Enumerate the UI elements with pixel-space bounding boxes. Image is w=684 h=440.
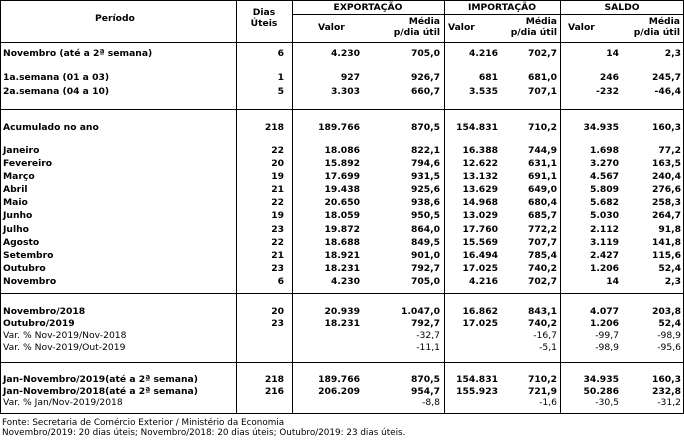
cell-imp-v: 154.831 bbox=[456, 122, 498, 133]
cell-dias: 1 bbox=[277, 72, 284, 83]
cell-exp-v: 3.303 bbox=[330, 86, 360, 97]
cell-imp-m: 702,7 bbox=[527, 48, 557, 59]
cell-exp-v: 4.230 bbox=[330, 48, 360, 59]
row-label: Fevereiro bbox=[3, 158, 53, 169]
cell-imp-v: 16.862 bbox=[462, 306, 498, 317]
cell-imp-m: 740,2 bbox=[527, 263, 557, 274]
cell-exp-m: 705,0 bbox=[410, 48, 440, 59]
row-label: Var. % Nov-2019/Nov-2018 bbox=[3, 330, 127, 341]
header-periodo: Período bbox=[95, 13, 135, 24]
cell-imp-m: 649,0 bbox=[527, 184, 557, 195]
cell-sal-v: -232 bbox=[596, 86, 619, 97]
cell-sal-m: 160,3 bbox=[651, 122, 681, 133]
table-row bbox=[0, 342, 684, 354]
cell-dias: 6 bbox=[277, 48, 284, 59]
cell-imp-v: 13.629 bbox=[462, 184, 498, 195]
cell-exp-m: 864,0 bbox=[410, 224, 440, 235]
header-imp-media: Média bbox=[525, 16, 557, 27]
cell-exp-m: 870,5 bbox=[410, 122, 440, 133]
cell-exp-m: 938,6 bbox=[410, 197, 440, 208]
cell-exp-v: 19.438 bbox=[324, 184, 360, 195]
cell-exp-m: 1.047,0 bbox=[401, 306, 440, 317]
cell-dias: 23 bbox=[271, 318, 284, 329]
cell-imp-m: -16,7 bbox=[533, 330, 557, 341]
table-row bbox=[0, 86, 684, 98]
cell-sal-m: 77,2 bbox=[658, 145, 681, 156]
cell-sal-m: 203,8 bbox=[651, 306, 681, 317]
cell-imp-v: 17.760 bbox=[462, 224, 498, 235]
cell-sal-m: 2,3 bbox=[664, 48, 681, 59]
cell-dias: 23 bbox=[271, 224, 284, 235]
cell-dias: 22 bbox=[271, 237, 284, 248]
cell-imp-v: 154.831 bbox=[456, 374, 498, 385]
cell-imp-v: 3.535 bbox=[468, 86, 498, 97]
cell-exp-m: 660,7 bbox=[410, 86, 440, 97]
cell-exp-m: 870,5 bbox=[410, 374, 440, 385]
cell-imp-v: 4.216 bbox=[468, 276, 498, 287]
row-label: Acumulado no ano bbox=[3, 122, 99, 133]
table-row bbox=[0, 210, 684, 222]
cell-sal-v: 1.206 bbox=[589, 263, 619, 274]
cell-exp-m: 901,0 bbox=[410, 250, 440, 261]
cell-sal-v: -98,9 bbox=[595, 342, 619, 353]
cell-exp-m: 705,0 bbox=[410, 276, 440, 287]
row-label: Março bbox=[3, 171, 35, 182]
cell-imp-v: 17.025 bbox=[462, 263, 498, 274]
cell-sal-v: 14 bbox=[606, 276, 619, 287]
cell-sal-m: 245,7 bbox=[651, 72, 681, 83]
cell-imp-m: 681,0 bbox=[527, 72, 557, 83]
cell-exp-m: 849,5 bbox=[410, 237, 440, 248]
cell-dias: 23 bbox=[271, 263, 284, 274]
cell-exp-v: 927 bbox=[340, 72, 360, 83]
cell-exp-m: 926,7 bbox=[410, 72, 440, 83]
cell-sal-m: 160,3 bbox=[651, 374, 681, 385]
cell-sal-m: 91,8 bbox=[658, 224, 681, 235]
cell-imp-v: 16.388 bbox=[462, 145, 498, 156]
rule-section-4 bbox=[0, 362, 684, 363]
cell-imp-m: 691,1 bbox=[527, 171, 557, 182]
cell-exp-m: 931,5 bbox=[410, 171, 440, 182]
cell-imp-m: 702,7 bbox=[527, 276, 557, 287]
cell-imp-v: 16.494 bbox=[462, 250, 498, 261]
row-label: Janeiro bbox=[3, 145, 40, 156]
cell-sal-m: -46,4 bbox=[654, 86, 681, 97]
header-imp-valor: Valor bbox=[448, 22, 475, 33]
cell-dias: 20 bbox=[271, 158, 284, 169]
cell-exp-m: 792,7 bbox=[410, 318, 440, 329]
row-label: Maio bbox=[3, 197, 28, 208]
header-exp-pdia: p/dia útil bbox=[393, 27, 440, 38]
table-row bbox=[0, 397, 684, 409]
cell-sal-v: 50.286 bbox=[583, 386, 619, 397]
cell-sal-m: -31,2 bbox=[657, 397, 681, 408]
table-row bbox=[0, 318, 684, 330]
header-saldo: SALDO bbox=[604, 2, 640, 13]
rule-bottom bbox=[0, 413, 684, 414]
cell-imp-m: 680,4 bbox=[527, 197, 557, 208]
cell-dias: 21 bbox=[271, 184, 284, 195]
cell-imp-m: 772,2 bbox=[527, 224, 557, 235]
cell-sal-m: 232,8 bbox=[651, 386, 681, 397]
cell-imp-m: 710,2 bbox=[527, 122, 557, 133]
table-row bbox=[0, 374, 684, 386]
cell-sal-m: 276,6 bbox=[651, 184, 681, 195]
row-label: Novembro (até a 2ª semana) bbox=[3, 48, 153, 59]
cell-sal-v: 5.682 bbox=[589, 197, 619, 208]
cell-imp-v: 14.968 bbox=[462, 197, 498, 208]
cell-dias: 6 bbox=[277, 276, 284, 287]
cell-imp-m: 707,7 bbox=[527, 237, 557, 248]
table-row bbox=[0, 184, 684, 196]
table-row bbox=[0, 250, 684, 262]
cell-imp-m: -5,1 bbox=[539, 342, 557, 353]
header-sal-pdia: p/dia útil bbox=[633, 27, 680, 38]
cell-dias: 21 bbox=[271, 250, 284, 261]
cell-sal-m: 240,4 bbox=[651, 171, 681, 182]
cell-sal-v: -99,7 bbox=[595, 330, 619, 341]
cell-exp-v: 18.231 bbox=[324, 318, 360, 329]
cell-sal-v: -30,5 bbox=[595, 397, 619, 408]
row-label: Var. % Nov-2019/Out-2019 bbox=[3, 342, 126, 353]
cell-sal-m: 258,3 bbox=[651, 197, 681, 208]
cell-dias: 19 bbox=[271, 210, 284, 221]
cell-sal-v: 4.567 bbox=[589, 171, 619, 182]
table-row bbox=[0, 306, 684, 318]
footer-source: Fonte: Secretaria de Comércio Exterior / Ministério da Economia bbox=[2, 418, 285, 428]
rule-header-bottom bbox=[0, 42, 684, 43]
table-row bbox=[0, 224, 684, 236]
cell-exp-v: 20.650 bbox=[324, 197, 360, 208]
cell-exp-m: 794,6 bbox=[410, 158, 440, 169]
header-importacao: IMPORTAÇÃO bbox=[467, 2, 537, 13]
row-label: Outubro/2019 bbox=[3, 318, 75, 329]
cell-exp-v: 17.699 bbox=[324, 171, 360, 182]
cell-imp-m: -1,6 bbox=[539, 397, 557, 408]
cell-exp-v: 206.209 bbox=[318, 386, 360, 397]
cell-exp-v: 18.921 bbox=[324, 250, 360, 261]
cell-exp-v: 18.688 bbox=[324, 237, 360, 248]
cell-sal-v: 5.030 bbox=[589, 210, 619, 221]
cell-exp-m: 925,6 bbox=[410, 184, 440, 195]
cell-sal-m: 52,4 bbox=[658, 263, 681, 274]
table-row bbox=[0, 330, 684, 342]
cell-sal-v: 3.119 bbox=[589, 237, 619, 248]
cell-imp-m: 707,1 bbox=[527, 86, 557, 97]
table-row bbox=[0, 122, 684, 134]
cell-exp-m: -11,1 bbox=[416, 342, 440, 353]
cell-sal-v: 14 bbox=[606, 48, 619, 59]
rule-section-3 bbox=[0, 293, 684, 294]
cell-imp-m: 843,1 bbox=[527, 306, 557, 317]
header-exp-valor: Valor bbox=[318, 22, 345, 33]
cell-imp-v: 155.923 bbox=[456, 386, 498, 397]
cell-exp-v: 18.059 bbox=[324, 210, 360, 221]
cell-dias: 218 bbox=[264, 374, 284, 385]
cell-sal-v: 5.809 bbox=[589, 184, 619, 195]
cell-exp-v: 20.939 bbox=[324, 306, 360, 317]
cell-exp-v: 19.872 bbox=[324, 224, 360, 235]
cell-sal-m: -98,9 bbox=[657, 330, 681, 341]
cell-imp-v: 4.216 bbox=[468, 48, 498, 59]
cell-exp-m: 822,1 bbox=[410, 145, 440, 156]
cell-exp-v: 18.086 bbox=[324, 145, 360, 156]
rule-group-underline bbox=[292, 14, 684, 15]
cell-dias: 218 bbox=[264, 122, 284, 133]
cell-dias: 20 bbox=[271, 306, 284, 317]
cell-exp-m: 954,7 bbox=[410, 386, 440, 397]
table-row bbox=[0, 158, 684, 170]
header-uteis: Úteis bbox=[250, 18, 278, 29]
cell-exp-v: 4.230 bbox=[330, 276, 360, 287]
row-label: Jan-Novembro/2018(até a 2ª semana) bbox=[3, 386, 198, 397]
cell-sal-m: 264,7 bbox=[651, 210, 681, 221]
row-label: Junho bbox=[3, 210, 33, 221]
cell-sal-v: 4.077 bbox=[589, 306, 619, 317]
cell-sal-v: 1.206 bbox=[589, 318, 619, 329]
row-label: Jan-Novembro/2019(até a 2ª semana) bbox=[3, 374, 198, 385]
cell-sal-v: 2.112 bbox=[589, 224, 619, 235]
cell-exp-v: 18.231 bbox=[324, 263, 360, 274]
cell-sal-v: 246 bbox=[599, 72, 619, 83]
header-dias: Dias bbox=[252, 7, 276, 18]
header-sal-media: Média bbox=[648, 16, 680, 27]
cell-sal-v: 34.935 bbox=[583, 122, 619, 133]
row-label: Abril bbox=[3, 184, 28, 195]
cell-sal-m: -95,6 bbox=[657, 342, 681, 353]
cell-sal-v: 34.935 bbox=[583, 374, 619, 385]
cell-imp-m: 685,7 bbox=[527, 210, 557, 221]
table-row bbox=[0, 263, 684, 275]
cell-exp-v: 15.892 bbox=[324, 158, 360, 169]
table-row bbox=[0, 237, 684, 249]
cell-sal-m: 52,4 bbox=[658, 318, 681, 329]
cell-sal-m: 141,8 bbox=[651, 237, 681, 248]
cell-exp-v: 189.766 bbox=[318, 122, 360, 133]
cell-imp-v: 15.569 bbox=[462, 237, 498, 248]
cell-imp-m: 710,2 bbox=[527, 374, 557, 385]
cell-imp-v: 17.025 bbox=[462, 318, 498, 329]
cell-dias: 216 bbox=[264, 386, 284, 397]
cell-exp-m: -32,7 bbox=[416, 330, 440, 341]
row-label: 2a.semana (04 a 10) bbox=[3, 86, 110, 97]
cell-exp-m: -8,8 bbox=[422, 397, 440, 408]
cell-dias: 5 bbox=[277, 86, 284, 97]
cell-exp-m: 792,7 bbox=[410, 263, 440, 274]
row-label: Julho bbox=[3, 224, 29, 235]
cell-imp-v: 13.132 bbox=[462, 171, 498, 182]
row-label: Setembro bbox=[3, 250, 54, 261]
table-row bbox=[0, 72, 684, 84]
row-label: 1a.semana (01 a 03) bbox=[3, 72, 110, 83]
table-row bbox=[0, 48, 684, 60]
cell-dias: 19 bbox=[271, 171, 284, 182]
row-label: Novembro bbox=[3, 276, 57, 287]
cell-imp-v: 12.622 bbox=[462, 158, 498, 169]
row-label: Agosto bbox=[3, 237, 40, 248]
cell-imp-m: 744,9 bbox=[527, 145, 557, 156]
cell-imp-m: 785,4 bbox=[527, 250, 557, 261]
cell-exp-m: 950,5 bbox=[410, 210, 440, 221]
cell-sal-v: 1.698 bbox=[589, 145, 619, 156]
table-row bbox=[0, 276, 684, 288]
cell-sal-v: 2.427 bbox=[589, 250, 619, 261]
cell-sal-m: 163,5 bbox=[651, 158, 681, 169]
cell-imp-v: 681 bbox=[478, 72, 498, 83]
table-row bbox=[0, 145, 684, 157]
cell-imp-m: 740,2 bbox=[527, 318, 557, 329]
footer-note: Novembro/2019: 20 dias úteis; Novembro/2018: 20 dias úteis; Outubro/2019: 23 dias úteis. bbox=[2, 428, 406, 438]
cell-imp-m: 631,1 bbox=[527, 158, 557, 169]
cell-sal-v: 3.270 bbox=[589, 158, 619, 169]
cell-dias: 22 bbox=[271, 197, 284, 208]
cell-sal-m: 2,3 bbox=[664, 276, 681, 287]
cell-sal-m: 115,6 bbox=[651, 250, 681, 261]
rule-top bbox=[0, 0, 684, 1]
cell-dias: 22 bbox=[271, 145, 284, 156]
header-sal-valor: Valor bbox=[568, 22, 595, 33]
row-label: Var. % Jan/Nov-2019/2018 bbox=[3, 397, 123, 408]
header-imp-pdia: p/dia útil bbox=[510, 27, 557, 38]
header-exportacao: EXPORTAÇÃO bbox=[333, 2, 403, 13]
header-exp-media: Média bbox=[408, 16, 440, 27]
row-label: Outubro bbox=[3, 263, 46, 274]
table-row bbox=[0, 197, 684, 209]
cell-exp-v: 189.766 bbox=[318, 374, 360, 385]
table-row bbox=[0, 171, 684, 183]
cell-imp-m: 721,9 bbox=[527, 386, 557, 397]
row-label: Novembro/2018 bbox=[3, 306, 86, 317]
rule-section-2 bbox=[0, 109, 684, 110]
cell-imp-v: 13.029 bbox=[462, 210, 498, 221]
